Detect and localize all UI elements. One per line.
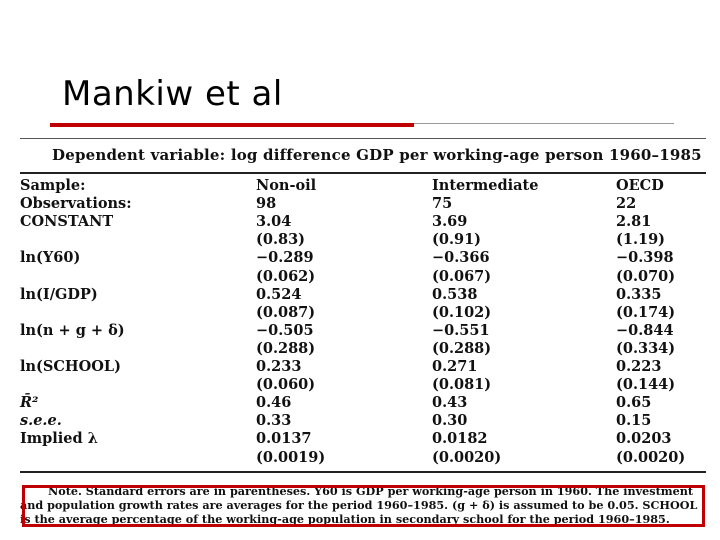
row-value: (0.060) <box>256 376 316 394</box>
title-underline-gray <box>414 123 674 124</box>
row-value: (0.288) <box>256 339 316 357</box>
row-value: 3.69 <box>432 213 468 231</box>
regression-table-scan <box>16 132 714 536</box>
row-label: ln(I/GDP) <box>20 285 98 303</box>
table-row <box>16 412 714 430</box>
row-value: (0.334) <box>616 339 676 357</box>
row-label: s.e.e. <box>20 412 62 430</box>
row-value: Intermediate <box>432 177 539 194</box>
row-label: ln(SCHOOL) <box>20 358 121 375</box>
row-value: −0.289 <box>256 249 314 267</box>
slide-title: Mankiw et al <box>62 74 283 114</box>
row-value: 3.04 <box>256 213 292 231</box>
row-value: 0.0182 <box>432 430 488 448</box>
note-text: Note. Standard errors are in parentheses. Y60 is GDP per working-age person in 1960. The investment and population growth rates are averages for the period 1960–1985. (g + δ) is assumed to be 0.05. SCHOOL is the average percentage of the working-age population in secondary school for the period 1960–1985. <box>20 484 698 526</box>
row-label: CONSTANT <box>20 213 114 231</box>
row-value: 0.46 <box>256 394 292 412</box>
table-row <box>16 394 714 412</box>
row-value: 0.0137 <box>256 430 312 448</box>
row-value: (0.0020) <box>616 448 686 466</box>
row-value: (1.19) <box>616 231 666 249</box>
table-row <box>16 231 714 249</box>
row-value: (0.070) <box>616 267 676 285</box>
row-value: 0.65 <box>616 394 652 412</box>
row-value: −0.366 <box>432 249 490 267</box>
table-row <box>16 268 714 286</box>
row-label: R̄² <box>20 394 39 412</box>
row-value: 0.538 <box>432 285 478 303</box>
row-value: OECD <box>616 177 664 194</box>
row-value: 0.15 <box>616 412 652 430</box>
row-label: Sample: <box>20 177 86 194</box>
table-row <box>16 430 714 448</box>
row-value: 0.524 <box>256 285 302 303</box>
table-row <box>16 449 714 467</box>
row-value: (0.081) <box>432 376 492 394</box>
row-value: (0.0020) <box>432 448 502 466</box>
row-label: ln(Y60) <box>20 249 81 267</box>
table-row <box>16 340 714 358</box>
table-top-rule <box>20 138 706 139</box>
table-row <box>16 195 714 213</box>
row-value: −0.398 <box>616 249 674 267</box>
row-value: (0.83) <box>256 231 306 249</box>
row-value: 0.43 <box>432 394 468 412</box>
row-value: −0.505 <box>256 321 314 339</box>
row-value: (0.91) <box>432 231 482 249</box>
table-row <box>16 213 714 231</box>
row-value: (0.067) <box>432 267 492 285</box>
row-value: Non-oil <box>256 177 317 194</box>
heading-rule <box>20 172 706 174</box>
row-value: 2.81 <box>616 213 652 231</box>
table-row <box>16 249 714 267</box>
row-value: (0.174) <box>616 303 676 321</box>
row-label: Implied λ <box>20 430 98 448</box>
dependent-variable-heading: Dependent variable: log difference GDP per working-age person 1960–1985 <box>52 146 702 164</box>
row-value: (0.0019) <box>256 448 326 466</box>
table-row <box>16 286 714 304</box>
table-row <box>16 376 714 394</box>
row-value: −0.551 <box>432 321 490 339</box>
row-value: 0.33 <box>256 412 292 430</box>
row-value: (0.288) <box>432 339 492 357</box>
title-underline-red <box>50 123 414 127</box>
row-value: 75 <box>432 195 453 213</box>
row-value: 98 <box>256 195 277 213</box>
row-value: 0.233 <box>256 358 302 375</box>
row-value: (0.062) <box>256 267 316 285</box>
row-label: ln(n + g + δ) <box>20 321 125 339</box>
table-row <box>16 304 714 322</box>
row-value: 0.271 <box>432 358 478 375</box>
row-value: 0.335 <box>616 285 662 303</box>
table-row <box>16 177 714 195</box>
row-value: (0.144) <box>616 376 676 394</box>
row-value: −0.844 <box>616 321 674 339</box>
table-row <box>16 358 714 376</box>
row-value: (0.102) <box>432 303 492 321</box>
school-row-highlight <box>22 485 705 527</box>
row-label: Observations: <box>20 195 132 213</box>
row-value: 0.0203 <box>616 430 672 448</box>
row-value: (0.087) <box>256 303 316 321</box>
row-value: 0.223 <box>616 358 662 375</box>
row-value: 0.30 <box>432 412 468 430</box>
row-value: 22 <box>616 195 637 213</box>
table-bottom-rule <box>20 471 706 473</box>
table-row <box>16 322 714 340</box>
